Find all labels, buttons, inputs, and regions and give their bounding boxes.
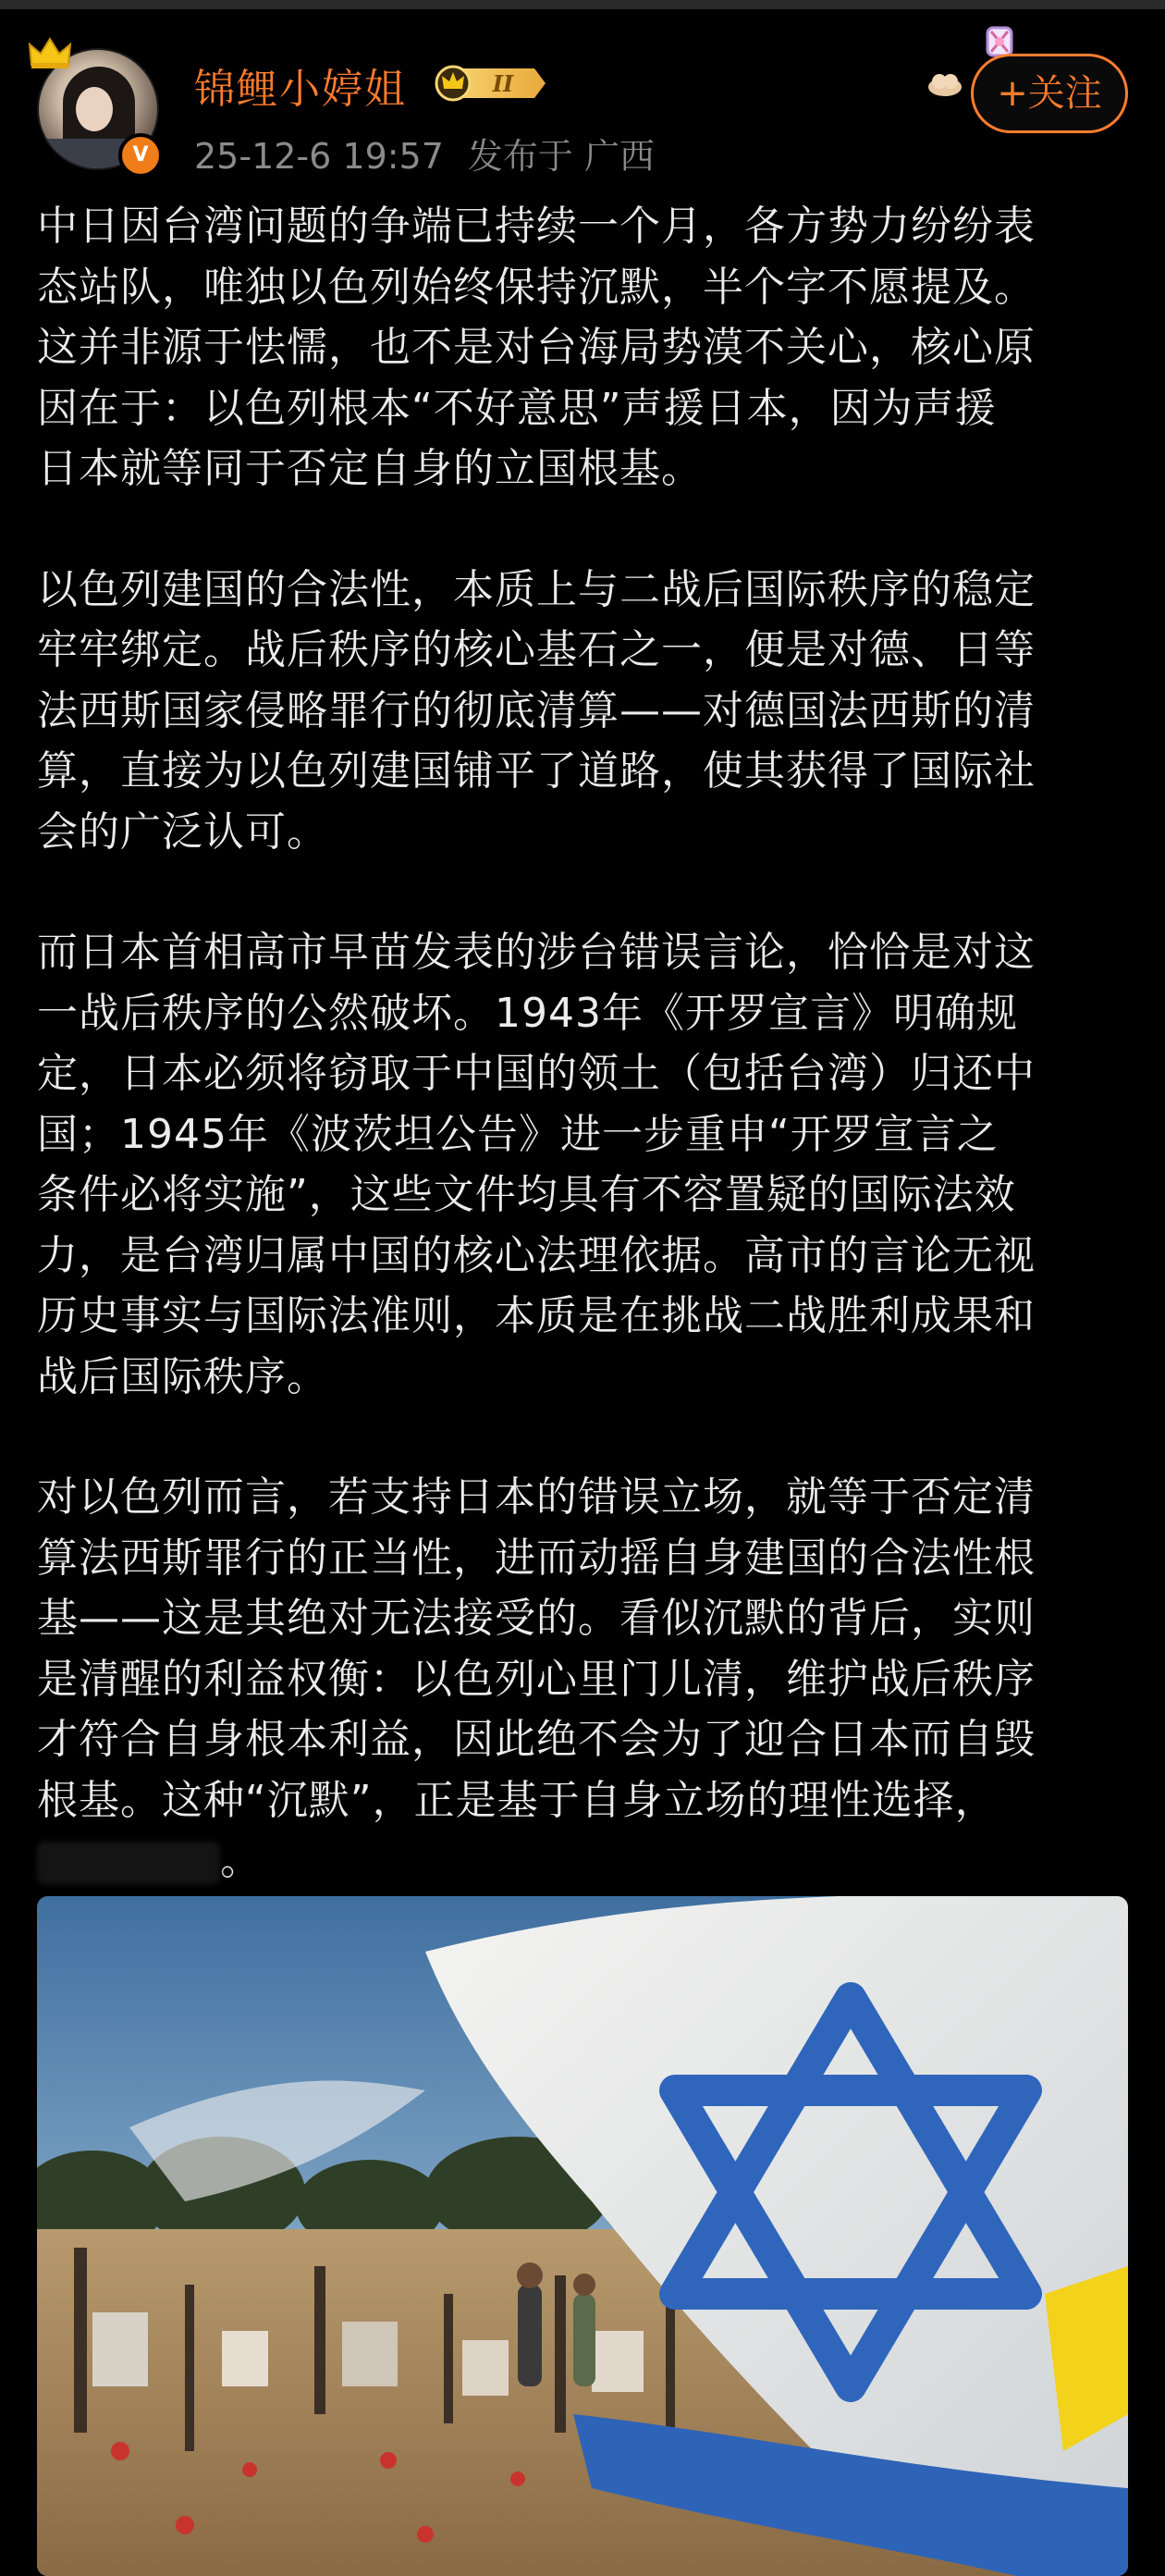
post-paragraph-4: 对以色列而言，若支持日本的错误立场，就等于否定清 算法西斯罪行的正当性，进而动摇自身建国的合法性根 基——这是其绝对无法接受的。看似沉默的背后，实则 是清醒的利益权衡：以色列心里门儿清，维护战后秩序 才符合自身根本利益，因此绝不会为了迎合日本而自毁 根基。这种“沉默”，正是基于自身立场的理性选择， bbox=[37, 1473, 1036, 1824]
author-avatar[interactable] bbox=[37, 48, 159, 170]
trailing-punct: 。 bbox=[220, 1837, 261, 1884]
level-badge-icon[interactable] bbox=[431, 63, 549, 104]
post-header bbox=[0, 9, 1165, 185]
post-paragraph-3: 而日本首相高市早苗发表的涉台错误言论，恰恰是对这 一战后秩序的公然破坏。1943年《开罗宣言》明确规 定，日本必须将窃取于中国的领土（包括台湾）归还中 国；1945年《波茨坦公告》进一步重申“开罗宣言之 条件必将实施”，这些文件均具有不容置疑的国际法效 力，是台湾归属中国的核心法理依据。高市的言论无视 历史事实与国际法准则，本质是在挑战二战胜利成果和 战后国际秩序。 bbox=[37, 929, 1036, 1400]
verified-v-icon: V bbox=[118, 133, 163, 178]
post-datetime: 25-12-6 19:57 bbox=[194, 136, 444, 177]
post-meta bbox=[194, 128, 679, 179]
post-image-graphic bbox=[37, 1896, 1128, 2576]
post-image[interactable] bbox=[37, 1896, 1128, 2576]
post-trailing-line bbox=[37, 1830, 1132, 1892]
top-status-strip bbox=[0, 0, 1165, 9]
follow-button[interactable]: +关注 bbox=[971, 54, 1128, 133]
post-body bbox=[37, 196, 1132, 1892]
redacted-text bbox=[37, 1842, 220, 1884]
post-paragraph-2: 以色列建国的合法性，本质上与二战后国际秩序的稳定 牢牢绑定。战后秩序的核心基石之一，便是对德、日等 法西斯国家侵略罪行的彻底清算——对德国法西斯的清 算，直接为以色列建国铺平了道路，使其获得了国际社 会的广泛认可。 bbox=[37, 565, 1036, 856]
crown-icon bbox=[28, 37, 72, 70]
post-paragraph-1: 中日因台湾问题的争端已持续一个月，各方势力纷纷表 态站队，唯独以色列始终保持沉默，半个字不愿提及。 这并非源于怯懦，也不是对台海局势漠不关心，核心原 因在于：以色列根本“不好意思”声援日本，因为声援 日本就等同于否定自身的立国根基。 bbox=[37, 203, 1036, 492]
level-badge-text: II bbox=[492, 70, 514, 97]
avatar-face bbox=[76, 87, 113, 131]
post-location: 发布于 广西 bbox=[467, 136, 655, 177]
author-name[interactable]: 锦鲤小婷姐 bbox=[194, 66, 407, 113]
